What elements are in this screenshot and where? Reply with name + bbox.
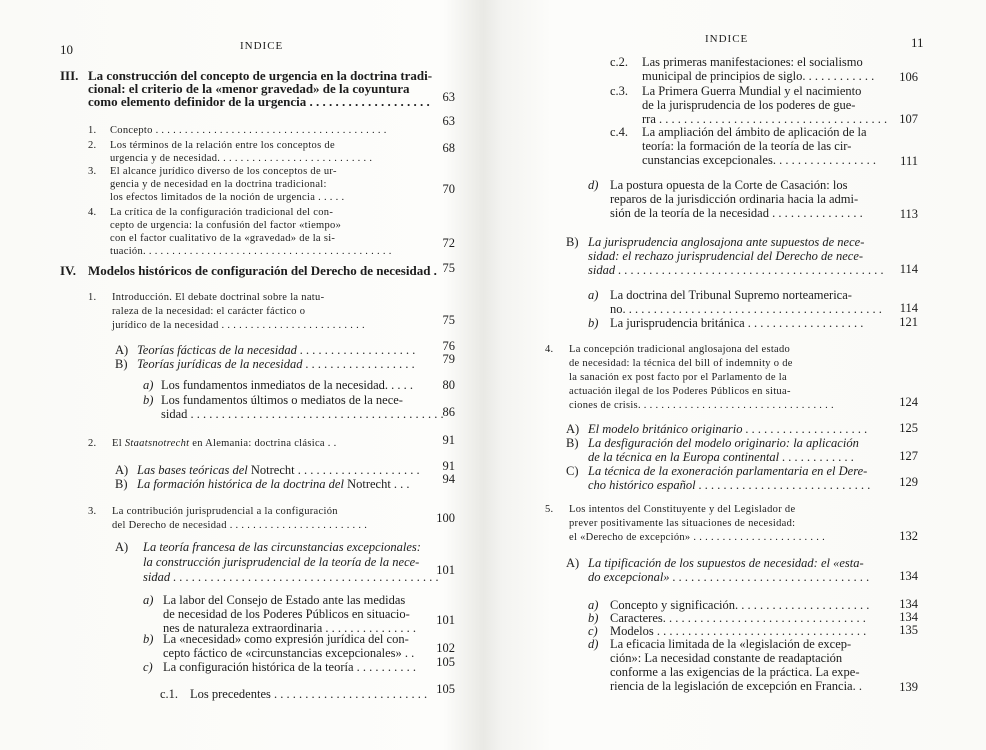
page-ref: 70 [442, 182, 455, 196]
page-ref: 127 [899, 449, 918, 463]
page-ref: 105 [436, 682, 455, 696]
page-ref: 114 [899, 301, 918, 315]
page-ref: 111 [900, 154, 918, 168]
page-ref: 102 [436, 641, 455, 655]
page-ref: 79 [442, 352, 455, 366]
running-header: INDICE [240, 40, 284, 52]
page-ref: 72 [442, 236, 455, 250]
page-ref: 134 [899, 610, 918, 624]
page-ref: 75 [442, 313, 455, 327]
page-ref: 113 [899, 207, 918, 221]
page-ref: 106 [899, 70, 918, 84]
page-ref: 114 [899, 262, 918, 276]
page-ref: 134 [899, 597, 918, 611]
left-page: 10 INDICE III. La construcción del concepto de urgencia en la doctrina tradi- cional: el criterio de la «menor gravedad» de la coyuntura como elemento definidor de la urgencia . . . . . . . . . . . . . . . . . . . 63 1. Concepto . . . . . . . . . . . . . . . . . . . . . . . . . . . . . . . . . . . . . . . . 63 2. Los términos de la relación entre los conceptos de urgencia y de necesidad. . . . . . . . . . . . . . . . . . . . . . . . . . . 68 3. El alcance jurídico diverso de los conceptos de ur- gencia y de necesidad en la doctrina tradicional: los efectos limitados de la noción de urgencia . . . . . 70 4. La crítica de la configuración tradicional del con- cepto de urgencia: la confusión del factor «tiempo» con el factor cualitativo de la «gravedad» de la si- tuación. . . . . . . . . . . . . . . . . . . . . . . . . . . . . . . . . . . . . . . . . . . 72 IV. Modelos históricos de configuración del Derecho de necesidad . 75 1. Introducción. El debate doctrinal sobre la natu- raleza de la necesidad: el carácter fáctico o jurídico de la necesidad . . . . . . . . . . . . . . . . . . . . . . . . . 75 A) Teorías fácticas de la necesidad . . . . . . . . . . . . . . . . . . . 76 B) Teorías jurídicas de la necesidad . . . . . . . . . . . . . . . . . . 79 a) Los fundamentos inmediatos de la necesidad. . . . . 80 b) Los fundamentos últimos o mediatos de la nece- sidad . . . . . . . . . . . . . . . . . . . . . . . . . . . . . . . . . . . . . . . . . 86 2. El Staatsnotrecht en Alemania: doctrina clásica . . 91 A) Las bases teóricas del Notrecht . . . . . . . . . . . . . . . . . . . . 91 B) La formación histórica de la doctrina del Notrecht . . . 94 3. La contribución jurisprudencial a la configuración del Derecho de necesidad . . . . . . . . . . . . . . . . . . . . . . . . 100 A) La teoría francesa de las circunstancias excepcionales: la construcción jurisprudencial de la teoría de la nece- sidad . . . . . . . . . . . . . . . . . . . . . . . . . . . . . . . . . . . . . . . . . . . 101 a) La labor del Consejo de Estado ante las medidas de necesidad de los Poderes Públicos en situacio- nes de naturaleza extraordinaria . . . . . . . . . . . . . . . 101 b) La «necesidad» como expresión jurídica del con- cepto fáctico de «circunstancias excepcionales» . . 102 c) La configuración histórica de la teoría . . . . . . . . . . 105 c.1. Los precedentes . . . . . . . . . . . . . . . . . . . . . . . . . 105 [60, 40, 455, 701]
page-ref: 105 [436, 655, 455, 669]
page-ref: 75 [442, 261, 455, 275]
page-ref: 139 [899, 680, 918, 694]
page-ref: 86 [442, 405, 455, 419]
page-number: 10 [60, 42, 73, 57]
page-ref: 63 [442, 90, 455, 104]
page-ref: 124 [899, 395, 918, 409]
page-ref: 91 [442, 433, 455, 447]
page-ref: 135 [899, 623, 918, 637]
page-ref: 76 [442, 339, 455, 353]
page-ref: 121 [899, 315, 918, 329]
page-ref: 68 [442, 141, 455, 155]
page-ref: 129 [899, 475, 918, 489]
page-ref: 100 [436, 511, 455, 525]
page-ref: 80 [442, 378, 455, 392]
page-ref: 132 [899, 529, 918, 543]
page-ref: 101 [436, 613, 455, 627]
page-ref: 91 [442, 459, 455, 473]
page-ref: 107 [899, 112, 918, 126]
page-number: 11 [911, 35, 924, 50]
page-ref: 101 [436, 563, 455, 577]
page-ref: 125 [899, 421, 918, 435]
page-ref: 134 [899, 569, 918, 583]
page-ref: 63 [442, 114, 455, 128]
page-ref: 94 [442, 472, 455, 486]
right-page: INDICE 11 c.2. Las primeras manifestaciones: el socialismo municipal de principios de siglo. . . . . . . . . . . . 106 c.3. La Primera Guerra Mundial y el nacimiento de la jurisprudencia de los poderes de gue- rra . . . . . . . . . . . . . . . . . . . . . . . . . . . . . . . . . . . . . 107 c.4. La ampliación del ámbito de aplicación de la teoría: la formación de la teoría de las cir- cunstancias excepcionales. . . . . . . . . . . . . . . . . 111 d) La postura opuesta de la Corte de Casación: los reparos de la jurisdicción ordinaria hacia la admi- sión de la teoría de la necesidad . . . . . . . . . . . . . . . 113 B) La jurisprudencia anglosajona ante supuestos de nece- sidad: el rechazo jurisprudencial del Derecho de nece- sidad . . . . . . . . . . . . . . . . . . . . . . . . . . . . . . . . . . . . . . . . . . . 114 a) La doctrina del Tribunal Supremo norteamerica- no. . . . . . . . . . . . . . . . . . . . . . . . . . . . . . . . . . . . . . . . . . 114 b) La jurisprudencia británica . . . . . . . . . . . . . . . . . . . 121 4. La concepción tradicional anglosajona del estado de necesidad: la técnica del bill of indemnity o de la sanación ex post facto por el Parlamento de la actuación ilegal de los Poderes Públicos en situa- ciones de crisis. . . . . . . . . . . . . . . . . . . . . . . . . . . . . . . . . . 124 A) El modelo británico originario . . . . . . . . . . . . . . . . . . . . 125 B) La desfiguración del modelo originario: la aplicación de la técnica en la Europa continental . . . . . . . . . . . . 127 C) La técnica de la exoneración parlamentaria en el Dere- cho histórico español . . . . . . . . . . . . . . . . . . . . . . . . . . . . 129 5. Los intentos del Constituyente y del Legislador de prever positivamente las situaciones de necesidad: el «Derecho de excepción» . . . . . . . . . . . . . . . . . . . . . . . 132 A) La tipificación de los supuestos de necesidad: el «esta- do excepcional» . . . . . . . . . . . . . . . . . . . . . . . . . . . . . . . . 134 a) Concepto y significación. . . . . . . . . . . . . . . . . . . . . . 134 b) Caracteres. . . . . . . . . . . . . . . . . . . . . . . . . . . . . . . . . 134 c) Modelos . . . . . . . . . . . . . . . . . . . . . . . . . . . . . . . . . . 135 d) La eficacia limitada de la «legislación de excep- ción»: La necesidad constante de readaptación conforme a las exigencias de la práctica. La expe- riencia de la legislación de excepción en Francia. . 139 [545, 33, 924, 694]
running-header: INDICE [705, 33, 749, 45]
